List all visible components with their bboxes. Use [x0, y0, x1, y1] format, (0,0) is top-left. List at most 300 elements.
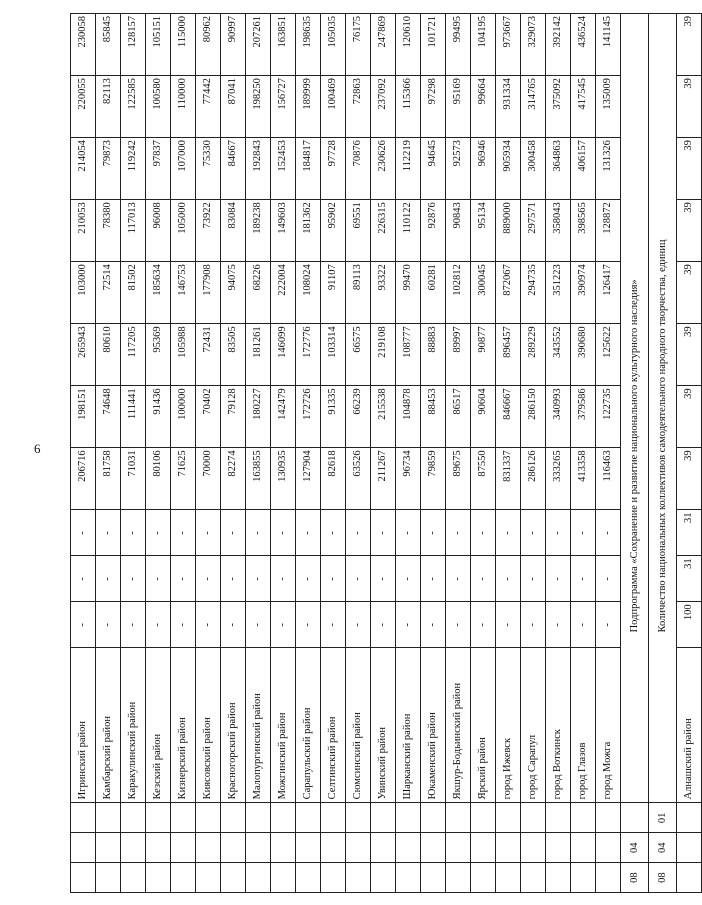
value-cell: 117205: [121, 324, 146, 386]
value-cell: 417545: [571, 76, 596, 138]
value-cell: 297571: [521, 200, 546, 262]
table-row: [171, 14, 196, 893]
value-cell: 351223: [546, 262, 571, 324]
value-cell: 215538: [371, 386, 396, 448]
value-cell: 198250: [246, 76, 271, 138]
code-cell: [296, 803, 321, 833]
code-cell: 08: [621, 863, 649, 893]
value-cell: 97837: [146, 138, 171, 200]
value-cell: 39: [677, 14, 702, 76]
code-cell: [346, 863, 371, 893]
value-cell: 73922: [196, 200, 221, 262]
value-cell: 90877: [471, 324, 496, 386]
territory-name-cell: Якшур-Бодьинский район: [446, 648, 471, 803]
value-cell: -: [121, 602, 146, 648]
table-row: [496, 14, 521, 893]
value-cell: 128872: [596, 200, 621, 262]
subprogram-row: [621, 14, 649, 893]
value-cell: 333265: [546, 448, 571, 510]
value-cell: 110122: [396, 200, 421, 262]
value-cell: 39: [677, 262, 702, 324]
table-row: [146, 14, 171, 893]
table-row: [346, 14, 371, 893]
value-cell: 105035: [321, 14, 346, 76]
value-cell: 973667: [496, 14, 521, 76]
territory-name-cell: город Можга: [596, 648, 621, 803]
code-cell: [321, 863, 346, 893]
value-cell: 99664: [471, 76, 496, 138]
territory-name-cell: Селтинский район: [321, 648, 346, 803]
code-cell: [677, 803, 702, 833]
value-cell: -: [121, 556, 146, 602]
value-cell: -: [396, 556, 421, 602]
value-cell: 905934: [496, 138, 521, 200]
value-cell: -: [421, 556, 446, 602]
value-cell: 116463: [596, 448, 621, 510]
value-cell: 71625: [171, 448, 196, 510]
code-cell: [396, 863, 421, 893]
value-cell: 219108: [371, 324, 396, 386]
code-cell: [246, 833, 271, 863]
value-cell: 110000: [171, 76, 196, 138]
code-cell: [596, 863, 621, 893]
code-cell: [271, 863, 296, 893]
code-cell: [546, 833, 571, 863]
value-cell: 39: [677, 200, 702, 262]
value-cell: 130935: [271, 448, 296, 510]
table-row: [121, 14, 146, 893]
value-cell: 99470: [396, 262, 421, 324]
value-cell: 81502: [121, 262, 146, 324]
value-cell: -: [171, 510, 196, 556]
code-cell: [396, 803, 421, 833]
value-cell: 80106: [146, 448, 171, 510]
value-cell: 128157: [121, 14, 146, 76]
value-cell: 89675: [446, 448, 471, 510]
value-cell: 87550: [471, 448, 496, 510]
value-cell: 189238: [246, 200, 271, 262]
value-cell: 89113: [346, 262, 371, 324]
value-cell: 896457: [496, 324, 521, 386]
value-cell: 88453: [421, 386, 446, 448]
territory-name-cell: Юкаменский район: [421, 648, 446, 803]
value-cell: 83084: [221, 200, 246, 262]
code-cell: [571, 803, 596, 833]
value-cell: 172776: [296, 324, 321, 386]
value-cell: 97298: [421, 76, 446, 138]
value-cell: 90604: [471, 386, 496, 448]
value-cell: 89997: [446, 324, 471, 386]
value-cell: 115366: [396, 76, 421, 138]
value-cell: -: [546, 602, 571, 648]
value-cell: 66239: [346, 386, 371, 448]
value-cell: -: [446, 602, 471, 648]
code-cell: [146, 833, 171, 863]
value-cell: -: [471, 556, 496, 602]
value-cell: -: [221, 556, 246, 602]
value-cell: 192843: [246, 138, 271, 200]
value-cell: 220055: [71, 76, 96, 138]
value-cell: 100469: [321, 76, 346, 138]
value-cell: 122585: [121, 76, 146, 138]
territory-name-cell: город Глазов: [571, 648, 596, 803]
table-row: [246, 14, 271, 893]
value-cell: 85845: [96, 14, 121, 76]
table-row: [296, 14, 321, 893]
value-cell: 314765: [521, 76, 546, 138]
value-cell: -: [596, 510, 621, 556]
subprogram-title: Подпрограмма «Сохранение и развитие национального культурного наследия»: [621, 14, 649, 803]
territory-name-cell: Кезский район: [146, 648, 171, 803]
value-cell: 379586: [571, 386, 596, 448]
value-cell: -: [121, 510, 146, 556]
code-cell: [171, 863, 196, 893]
value-cell: 198151: [71, 386, 96, 448]
territory-name-cell: город Воткинск: [546, 648, 571, 803]
table-row: [421, 14, 446, 893]
value-cell: 889000: [496, 200, 521, 262]
value-cell: -: [446, 510, 471, 556]
territory-name-cell: Малопургинский район: [246, 648, 271, 803]
code-cell: [321, 833, 346, 863]
territory-name-cell: Камбарский район: [96, 648, 121, 803]
code-cell: [496, 863, 521, 893]
value-cell: 96008: [146, 200, 171, 262]
value-cell: -: [296, 510, 321, 556]
value-cell: 413358: [571, 448, 596, 510]
value-cell: 125622: [596, 324, 621, 386]
value-cell: 69551: [346, 200, 371, 262]
value-cell: 181261: [246, 324, 271, 386]
value-cell: 210053: [71, 200, 96, 262]
value-cell: 39: [677, 448, 702, 510]
code-cell: [121, 803, 146, 833]
value-cell: -: [371, 556, 396, 602]
table-row: [96, 14, 121, 893]
value-cell: 117013: [121, 200, 146, 262]
value-cell: 81758: [96, 448, 121, 510]
value-cell: -: [521, 556, 546, 602]
value-cell: -: [321, 602, 346, 648]
value-cell: -: [596, 556, 621, 602]
value-cell: 211267: [371, 448, 396, 510]
value-cell: 102812: [446, 262, 471, 324]
value-cell: 112219: [396, 138, 421, 200]
code-cell: [221, 803, 246, 833]
value-cell: -: [196, 602, 221, 648]
value-cell: 82274: [221, 448, 246, 510]
value-cell: -: [346, 602, 371, 648]
value-cell: 126417: [596, 262, 621, 324]
value-cell: 96946: [471, 138, 496, 200]
value-cell: -: [146, 602, 171, 648]
value-cell: 181362: [296, 200, 321, 262]
code-cell: [421, 863, 446, 893]
value-cell: 95902: [321, 200, 346, 262]
code-cell: [196, 803, 221, 833]
value-cell: 95369: [146, 324, 171, 386]
value-cell: 392142: [546, 14, 571, 76]
value-cell: 39: [677, 324, 702, 386]
code-cell: [496, 833, 521, 863]
value-cell: 406157: [571, 138, 596, 200]
value-cell: -: [496, 556, 521, 602]
value-cell: 375092: [546, 76, 571, 138]
value-cell: -: [371, 510, 396, 556]
value-cell: 119242: [121, 138, 146, 200]
value-cell: 177908: [196, 262, 221, 324]
value-cell: 237092: [371, 76, 396, 138]
value-cell: 76175: [346, 14, 371, 76]
value-cell: -: [196, 556, 221, 602]
territory-name-cell: Можгинский район: [271, 648, 296, 803]
code-cell: [196, 833, 221, 863]
value-cell: 226315: [371, 200, 396, 262]
value-cell: 156727: [271, 76, 296, 138]
indicator-title: Количество национальных коллективов самодеятельного народного творчества, единиц: [649, 14, 677, 803]
table-row: [196, 14, 221, 893]
code-cell: [271, 833, 296, 863]
value-cell: -: [246, 602, 271, 648]
value-cell: 91335: [321, 386, 346, 448]
value-cell: 82618: [321, 448, 346, 510]
value-cell: 39: [677, 386, 702, 448]
value-cell: -: [546, 556, 571, 602]
value-cell: 127904: [296, 448, 321, 510]
value-cell: 86517: [446, 386, 471, 448]
value-cell: -: [346, 556, 371, 602]
value-cell: 87041: [221, 76, 246, 138]
territory-name-cell: Каракулинский район: [121, 648, 146, 803]
value-cell: 831337: [496, 448, 521, 510]
code-cell: [121, 833, 146, 863]
value-cell: 103314: [321, 324, 346, 386]
territory-name-cell: Шарканский район: [396, 648, 421, 803]
code-cell: [571, 863, 596, 893]
value-cell: 96734: [396, 448, 421, 510]
code-cell: [421, 803, 446, 833]
code-cell: [471, 863, 496, 893]
table-row: [571, 14, 596, 893]
value-cell: 100000: [171, 386, 196, 448]
code-cell: 04: [621, 833, 649, 863]
table-row: [677, 14, 702, 893]
value-cell: 39: [677, 138, 702, 200]
value-cell: 185634: [146, 262, 171, 324]
value-cell: 94645: [421, 138, 446, 200]
territory-name-cell: Красногорский район: [221, 648, 246, 803]
code-cell: [596, 803, 621, 833]
value-cell: 135009: [596, 76, 621, 138]
value-cell: 300458: [521, 138, 546, 200]
value-cell: 97728: [321, 138, 346, 200]
code-cell: [471, 803, 496, 833]
code-cell: [496, 803, 521, 833]
value-cell: 436524: [571, 14, 596, 76]
value-cell: 104878: [396, 386, 421, 448]
value-cell: 70402: [196, 386, 221, 448]
value-cell: 846667: [496, 386, 521, 448]
value-cell: 146099: [271, 324, 296, 386]
value-cell: 79128: [221, 386, 246, 448]
value-cell: 94075: [221, 262, 246, 324]
value-cell: 340993: [546, 386, 571, 448]
value-cell: 163855: [246, 448, 271, 510]
value-cell: 63526: [346, 448, 371, 510]
code-cell: [521, 833, 546, 863]
rotated-table-container: [70, 13, 694, 893]
code-cell: [371, 803, 396, 833]
value-cell: 60281: [421, 262, 446, 324]
value-cell: -: [421, 602, 446, 648]
territory-name-cell: Сюмсинский район: [346, 648, 371, 803]
value-cell: 101721: [421, 14, 446, 76]
value-cell: -: [346, 510, 371, 556]
value-cell: 79873: [96, 138, 121, 200]
table-row: [546, 14, 571, 893]
value-cell: 93322: [371, 262, 396, 324]
code-cell: [96, 833, 121, 863]
value-cell: 39: [677, 76, 702, 138]
value-cell: 180227: [246, 386, 271, 448]
value-cell: 172726: [296, 386, 321, 448]
table-row: [596, 14, 621, 893]
code-cell: [296, 833, 321, 863]
code-cell: [546, 863, 571, 893]
value-cell: 31: [677, 556, 702, 602]
code-cell: [371, 863, 396, 893]
territory-name-cell: Сарапульский район: [296, 648, 321, 803]
value-cell: -: [96, 510, 121, 556]
code-cell: [271, 803, 296, 833]
code-cell: [146, 803, 171, 833]
value-cell: -: [271, 556, 296, 602]
value-cell: 198635: [296, 14, 321, 76]
territory-name-cell: Ярский район: [471, 648, 496, 803]
value-cell: 358043: [546, 200, 571, 262]
code-cell: [146, 863, 171, 893]
code-cell: [171, 833, 196, 863]
value-cell: 78380: [96, 200, 121, 262]
value-cell: 872067: [496, 262, 521, 324]
value-cell: 95134: [471, 200, 496, 262]
code-cell: [246, 803, 271, 833]
value-cell: -: [146, 510, 171, 556]
value-cell: -: [171, 602, 196, 648]
code-cell: [677, 833, 702, 863]
value-cell: -: [396, 602, 421, 648]
code-cell: [677, 863, 702, 893]
code-cell: [471, 833, 496, 863]
value-cell: 91436: [146, 386, 171, 448]
code-cell: [221, 863, 246, 893]
value-cell: 31: [677, 510, 702, 556]
code-cell: [71, 803, 96, 833]
territory-name-cell: Кизнерский район: [171, 648, 196, 803]
value-cell: -: [546, 510, 571, 556]
value-cell: 131326: [596, 138, 621, 200]
value-cell: -: [471, 510, 496, 556]
value-cell: -: [221, 510, 246, 556]
code-cell: [121, 863, 146, 893]
table-row: [371, 14, 396, 893]
code-cell: [96, 803, 121, 833]
value-cell: -: [446, 556, 471, 602]
code-cell: 04: [649, 833, 677, 863]
value-cell: 68226: [246, 262, 271, 324]
data-table: [70, 13, 702, 893]
table-row: [521, 14, 546, 893]
code-cell: [346, 833, 371, 863]
value-cell: -: [496, 602, 521, 648]
territory-name-cell: Алнашский район: [677, 648, 702, 803]
value-cell: 390680: [571, 324, 596, 386]
territory-name-cell: Киясовский район: [196, 648, 221, 803]
value-cell: -: [571, 556, 596, 602]
value-cell: 152453: [271, 138, 296, 200]
table-row: [321, 14, 346, 893]
value-cell: 100580: [146, 76, 171, 138]
code-cell: [171, 803, 196, 833]
value-cell: 72863: [346, 76, 371, 138]
value-cell: -: [321, 556, 346, 602]
value-cell: 141145: [596, 14, 621, 76]
value-cell: -: [496, 510, 521, 556]
code-cell: [446, 863, 471, 893]
value-cell: -: [596, 602, 621, 648]
code-cell: [421, 833, 446, 863]
value-cell: 71031: [121, 448, 146, 510]
code-cell: [371, 833, 396, 863]
value-cell: 88883: [421, 324, 446, 386]
code-cell: [221, 833, 246, 863]
value-cell: 75330: [196, 138, 221, 200]
value-cell: 70000: [196, 448, 221, 510]
value-cell: 77442: [196, 76, 221, 138]
value-cell: 230058: [71, 14, 96, 76]
value-cell: 289229: [521, 324, 546, 386]
code-cell: [446, 803, 471, 833]
value-cell: -: [146, 556, 171, 602]
value-cell: 82113: [96, 76, 121, 138]
value-cell: -: [521, 602, 546, 648]
value-cell: 91107: [321, 262, 346, 324]
value-cell: 390974: [571, 262, 596, 324]
value-cell: -: [571, 510, 596, 556]
value-cell: -: [96, 602, 121, 648]
value-cell: 247869: [371, 14, 396, 76]
value-cell: 90997: [221, 14, 246, 76]
page-number: 6: [34, 441, 41, 456]
code-cell: [596, 833, 621, 863]
value-cell: 206716: [71, 448, 96, 510]
value-cell: 300045: [471, 262, 496, 324]
value-cell: 222004: [271, 262, 296, 324]
value-cell: 84667: [221, 138, 246, 200]
territory-name-cell: город Ижевск: [496, 648, 521, 803]
value-cell: -: [171, 556, 196, 602]
value-cell: 120610: [396, 14, 421, 76]
value-cell: 92876: [421, 200, 446, 262]
value-cell: 107000: [171, 138, 196, 200]
code-cell: [71, 863, 96, 893]
value-cell: -: [571, 602, 596, 648]
value-cell: 265943: [71, 324, 96, 386]
code-cell: [571, 833, 596, 863]
value-cell: 214054: [71, 138, 96, 200]
code-cell: [621, 803, 649, 833]
table-row: [396, 14, 421, 893]
